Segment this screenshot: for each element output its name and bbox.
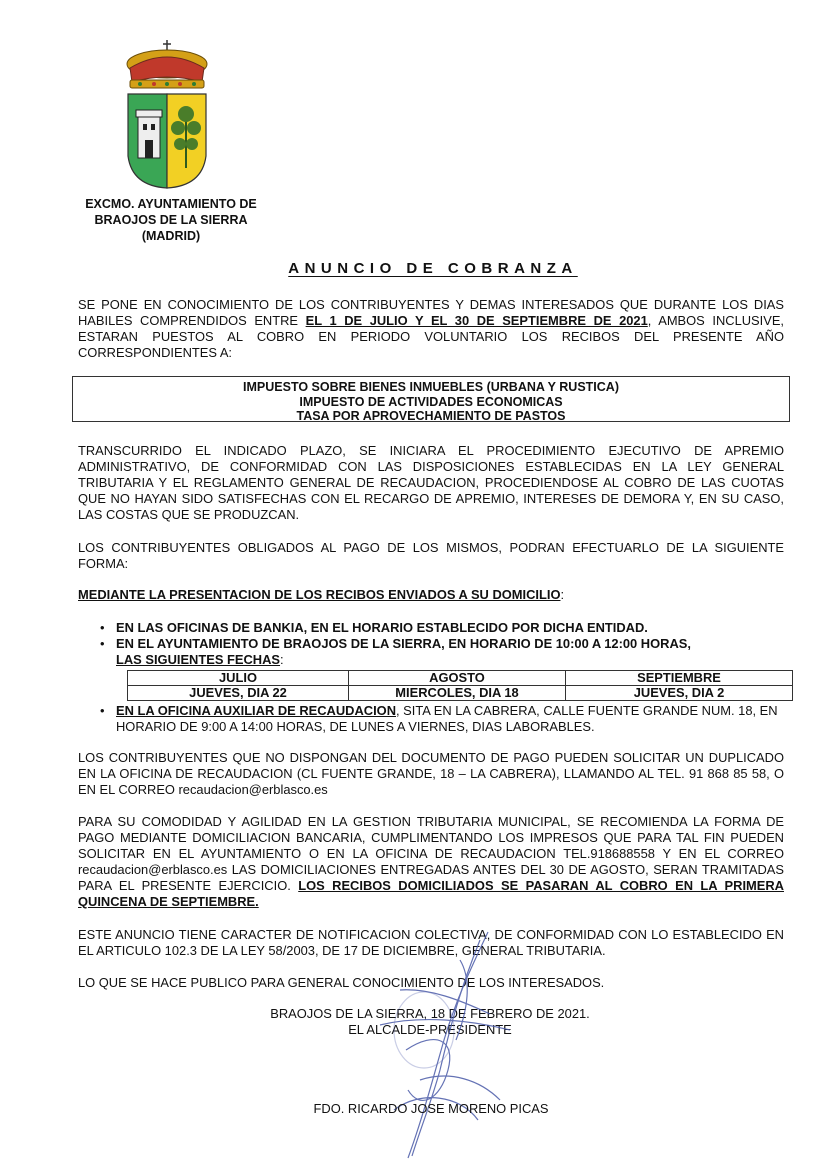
bullet-icon: • [100,636,105,651]
auxiliary-office-label: EN LA OFICINA AUXILIAR DE RECAUDACION [116,703,397,718]
list-item [78,703,784,735]
payment-method-heading-text: MEDIANTE LA PRESENTACION DE LOS RECIBOS ENVIADOS A SU DOMICILIO [78,587,561,602]
tax-item: TASA POR APROVECHAMIENTO DE PASTOS [296,409,566,423]
document-title-text: ANUNCIO DE COBRANZA [288,260,578,277]
public-notice-paragraph: LO QUE SE HACE PUBLICO PARA GENERAL CONOCIMIENTO DE LOS INTERESADOS. [78,975,605,990]
bullet-icon: • [100,703,105,718]
payment-form-paragraph: LOS CONTRIBUYENTES OBLIGADOS AL PAGO DE LOS MISMOS, PODRAN EFECTUARLO DE LA SIGUIENTE FORMA: [78,540,784,571]
bullet-icon: • [100,620,105,635]
month-header: SEPTIEMBRE [566,671,793,686]
month-header: JULIO [128,671,349,686]
date-cell: MIERCOLES, DIA 18 [349,686,566,701]
payment-method-heading [78,587,564,602]
collection-dates-table [127,670,793,701]
tax-item: IMPUESTO DE ACTIVIDADES ECONOMICAS [299,394,563,409]
coat-of-arms-icon [118,38,216,190]
list-item [78,620,788,636]
bank-option-text: EN LAS OFICINAS DE BANKIA, EN EL HORARIO ESTABLECIDO POR DICHA ENTIDAD. [116,620,648,635]
town-hall-option-text: EN EL AYUNTAMIENTO DE BRAOJOS DE LA SIERRA, EN HORARIO DE 10:00 A 12:00 HORAS, [116,636,691,651]
direct-debit-text: PARA SU COMODIDAD Y AGILIDAD EN LA GESTION TRIBUTARIA MUNICIPAL, SE RECOMIENDA LA FORMA DE PAGO MEDIANTE DOMICILIACION BANCARIA, CUMPLIMENTANDO LOS IMPRESOS QUE PARA TAL FIN PUEDEN SOLICITAR EN EL AYUNTAMIENTO O EN LA OFICINA DE RECAUDACION TEL.918688558 Y EN EL CORREO recaudacion@erblasco.es LAS DOMICILIACIONES ENTREGADAS ANTES DEL 30 DE AGOSTO, SERAN TRAMITADAS PARA EL PRESENTE EJERCICIO. [78,814,784,893]
signatory-name: FDO. RICARDO JOSE MORENO PICAS [313,1101,549,1116]
apremio-paragraph: TRANSCURRIDO EL INDICADO PLAZO, SE INICIARA EL PROCEDIMIENTO EJECUTIVO DE APREMIO ADMINISTRATIVO, DE CONFORMIDAD CON LAS DISPOSICIONES ESTABLECIDAS EN LA LEY GENERAL TRIBUTARIA Y EL REGLAMENTO GENERAL DE RECAUDACION, PROCEDIENDOSE AL COBRO DE LAS CUOTAS QUE NO HAYAN SIDO SATISFECHAS CON EL RECARGO DE APREMIO, INTERESES DE DEMORA Y, EN SU CASO, LAS COSTAS QUE SE PRODUZCAN. [78,443,784,522]
direct-debit-highlight: LOS RECIBOS DOMICILIADOS SE PASARAN AL COBRO EN LA PRIMERA QUINCENA DE SEPTIEMBRE. [78,878,784,909]
tax-item: IMPUESTO SOBRE BIENES INMUEBLES (URBANA Y RUSTICA) [243,380,619,394]
duplicate-paragraph: LOS CONTRIBUYENTES QUE NO DISPONGAN DEL DOCUMENTO DE PAGO PUEDEN SOLICITAR UN DUPLICADO EN LA OFICINA DE RECAUDACION (CL FUENTE GRANDE, 18 – LA CABRERA), LLAMANDO AL TEL. 91 868 85 58, O EN EL CORREO recaudacion@erblasco.es [78,750,784,797]
list-item [78,636,788,668]
intro-part-1: SE PONE EN CONOCIMIENTO DE LOS CONTRIBUYENTES Y DEMAS INTERESADOS QUE DURANTE LOS DIAS HABILES COMPRENDIDOS ENTRE [78,297,784,328]
signatory-role: EL ALCALDE-PRESIDENTE [348,1022,512,1037]
month-header: AGOSTO [349,671,566,686]
municipality-header [72,196,270,244]
header-line-1: EXCMO. AYUNTAMIENTO DE [85,197,257,211]
auxiliary-office-details: , SITA EN LA CABRERA, CALLE FUENTE GRANDE NUM. 18, EN HORARIO DE 9:00 A 14:00 HORAS, DE LUNES A VIERNES, DIAS LABORABLES. [116,703,778,734]
date-cell: JUEVES, DIA 2 [566,686,793,701]
town-hall-dates-colon: : [280,652,284,667]
direct-debit-paragraph [78,814,784,910]
table-row [128,686,793,701]
header-line-2: BRAOJOS DE LA SIERRA [94,213,248,227]
header-line-3: (MADRID) [141,229,201,243]
town-hall-dates-label: LAS SIGUIENTES FECHAS [116,652,281,667]
notification-paragraph: ESTE ANUNCIO TIENE CARACTER DE NOTIFICACION COLECTIVA, DE CONFORMIDAD CON LO ESTABLECIDO EN EL ARTICULO 102.3 DE LA LEY 58/2003, DE 17 DE DICIEMBRE, GENERAL TRIBUTARIA. [78,927,784,958]
table-row [128,671,793,686]
payment-method-heading-colon: : [560,587,565,602]
intro-paragraph [78,297,784,361]
intro-period: EL 1 DE JULIO Y EL 30 DE SEPTIEMBRE DE 2021 [305,313,648,328]
date-cell: JUEVES, DIA 22 [128,686,349,701]
place-and-date: BRAOJOS DE LA SIERRA, 18 DE FEBRERO DE 2021. [270,1006,590,1021]
tax-list-box [72,376,790,422]
payment-options-list [78,620,788,668]
handwritten-signature-icon [360,930,520,1162]
auxiliary-office-option [78,703,784,735]
document-title [0,260,826,277]
intro-part-2: , AMBOS INCLUSIVE, ESTARAN PUESTOS AL COBRO EN PERIODO VOLUNTARIO LOS RECIBOS DEL PRESENTE AÑO CORRESPONDIENTES A: [78,313,785,360]
